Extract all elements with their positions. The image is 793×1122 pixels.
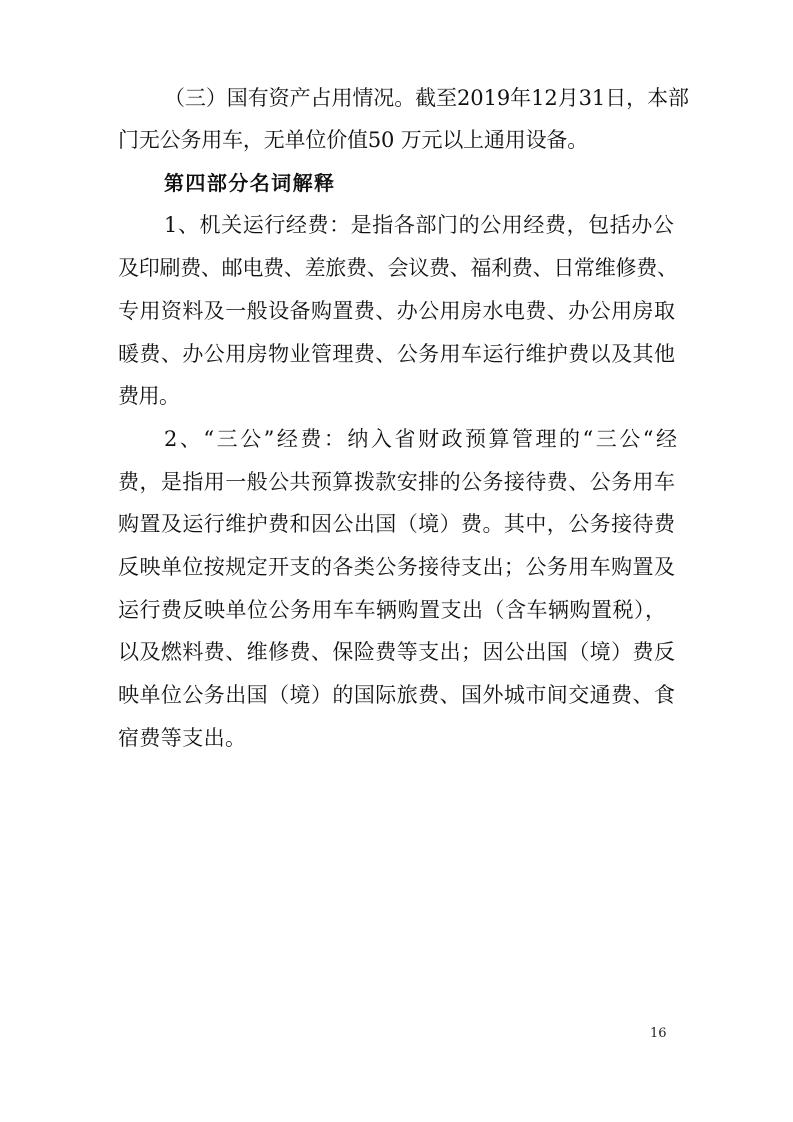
definition-2-line-3 xyxy=(0,506,793,542)
paragraph-assets-line-2 xyxy=(0,122,793,158)
text-line: 反映单位按规定开支的各类公务接待支出；公务用车购置及 xyxy=(118,555,676,579)
text-line: 以及燃料费、维修费、保险费等支出；因公出国（境）费反 xyxy=(118,640,676,664)
definition-2-line-7 xyxy=(0,677,793,713)
definition-2-line-1 xyxy=(0,421,793,457)
text-line: 费，是指用一般公共预算拨款安排的公务接待费、公务用车 xyxy=(118,470,676,494)
definition-1-line-5 xyxy=(0,378,793,414)
text-line: 购置及运行维护费和因公出国（境）费。其中，公务接待费 xyxy=(118,512,676,536)
definition-2-line-4 xyxy=(0,549,793,585)
definition-1-line-2 xyxy=(0,250,793,286)
definition-1-line-4 xyxy=(0,336,793,372)
text-line: 门无公务用车，无单位价值50 万元以上通用设备。 xyxy=(118,128,589,152)
text-line: 2、“三公”经费：纳入省财政预算管理的“三公“经 xyxy=(164,427,680,451)
paragraph-assets-line-1 xyxy=(0,80,793,116)
text-line: 专用资料及一般设备购置费、办公用房水电费、办公用房取 xyxy=(118,299,676,323)
text-line: 费用。 xyxy=(118,384,180,408)
definition-1-line-1 xyxy=(0,207,793,243)
text-line: 及印刷费、邮电费、差旅费、会议费、福利费、日常维修费、 xyxy=(118,256,678,280)
definition-2-line-2 xyxy=(0,464,793,500)
section-heading-text: 第四部分名词解释 xyxy=(164,171,336,195)
definition-2-line-8 xyxy=(0,720,793,756)
text-line: 暖费、办公用房物业管理费、公务用车运行维护费以及其他 xyxy=(118,342,676,366)
definition-2-line-5 xyxy=(0,592,793,628)
definition-1-line-3 xyxy=(0,293,793,329)
text-line: 宿费等支出。 xyxy=(118,726,247,750)
page-number: 16 xyxy=(650,1026,667,1041)
text-line: 运行费反映单位公务用车车辆购置支出（含车辆购置税）， xyxy=(118,598,667,622)
section-heading xyxy=(0,165,793,201)
text-line: 映单位公务出国（境）的国际旅费、国外城市间交通费、食 xyxy=(118,683,676,707)
definition-2-line-6 xyxy=(0,634,793,670)
text-line: 1、机关运行经费：是指各部门的公用经费，包括办公 xyxy=(164,213,675,237)
text-line: （三）国有资产占用情况。截至2019年12月31日，本部 xyxy=(164,86,689,110)
